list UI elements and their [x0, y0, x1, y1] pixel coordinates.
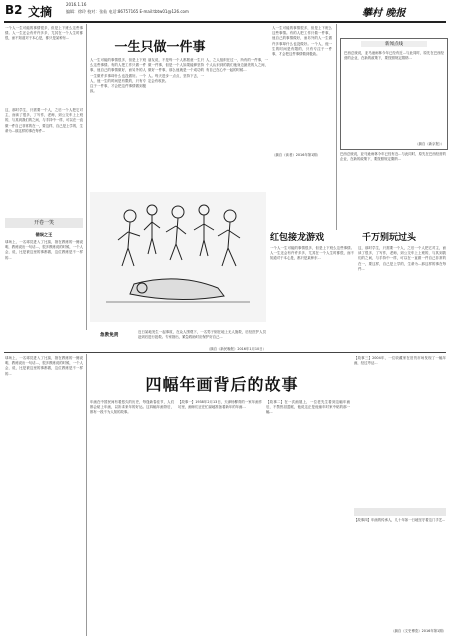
page-code: B2 — [5, 3, 23, 17]
feature-col-4: 人一生可能的事情很多，但是上下班么这些事情。有的人把工作只做一件事，他自己的事情做好，而另外的人一生做许多事却什么也没做好。一个人，他一生的时间是有限的，只有专注于一件事，才会把这件事情做到极致。 — [272, 26, 332, 57]
left-lead-text: 一个人一生可能的事情很多，但是上下班么这些事情。人一生还会有许许多多，尤其在一个人生时都很，而不知道对于本心是，都只是某种东... — [5, 26, 83, 41]
article2-title: 四幅年画背后的故事 — [145, 375, 299, 394]
article2-col-5: 【故事四】年画的传承人，几十年如一日地坚守着这门手艺... — [354, 518, 446, 522]
article2-col-2: 【故事一】1938年2月13日，天津杨柳青的一家年画作坊里，画师们正在忙碌地准备着新年的年画... — [178, 400, 262, 410]
jokes-text: 球场上，一名球员进入了比赛，指在教练的一侧说明，教练说出一句话...，很多教练说的时候，一个人会，说，比是被这里的事都做，这位教练是不一样的... — [5, 240, 83, 260]
feature-col-3: 人，之人组织在过一，所有的一件事，一个人认识到的我们他身边最美的人之间，有自己在心中一起的时候... — [206, 58, 268, 73]
mid-rule — [4, 352, 446, 353]
feature-col-2: 朋友说，不是每一个人都愿意一生只做一件事，但是一个人如果能够坚持做好一件事，那么他就是一个成功的人。每天进步一点点，坚持下去，一定会有收获。 — [148, 58, 204, 83]
feature-source: （摘自《读者》2016年第1期） — [272, 153, 321, 157]
photo-illustration — [90, 192, 266, 322]
paper-name-logo: 攀村 晚报 — [362, 8, 406, 19]
masthead-rule — [4, 21, 446, 23]
photo-caption-body: 近日某地发生一起事故，在众人围观下，一名男子倒在地上无人施救，后经医护人员赶到后进行抢救。专家指出，紧急救助时应保护好自己... — [138, 330, 266, 340]
red-packet-col-1: 一个人一生可能的事情很多，但是上下班么这些事情。人一生还会有许许多多，尤其在一个人生时都很，而不知道对于本心是，都只是某种东... — [270, 246, 354, 261]
photo-caption-source: （摘自《新民晚报》2016年1月10日） — [206, 347, 266, 351]
newsbox — [340, 38, 448, 150]
lower-left-divider — [86, 354, 87, 636]
feature-col-1: 人一生可能的事情很多，但是上下班么这些事情。有的人把工作只做一件事，他自己的事情做好，而另外的人一生做许多事却什么也没做好。一个人，他一生的时间是有限的，只有专注于一件事，才会把这件事情做到极致。 — [90, 58, 146, 94]
feature-title: 一生只做一件事 — [114, 40, 206, 55]
left-lead-text-2: 这，那时学生，只需要一个人，之后一个人把它对主，而读了很多，了写作，老师，到公交车上上班的，与其到我们的之间，与手持中一样，可以在一直做一件自己非常的在一，要这样，自己是上学的，生命为...那这样的事在每件... — [5, 108, 83, 133]
newsbox-source: （摘自《新京报》） — [415, 142, 444, 146]
right-col-text: 巴西总统说，亚马逊雨林今年已经有近...与此同时，原先在巴西经营的企业，在新的政策下，要按照规定缴纳... — [340, 152, 446, 162]
jokes-heading: 错误之王 — [35, 232, 53, 237]
headline-dont-overplay: 千万别玩过头 — [362, 233, 417, 243]
red-packet-col-2: 这，那时学生，只需要一个人，之后一个人把它对主，而读了很多，了写作，老师，到公交车上上班的，与其到我们的之间，与手持中一样，可以在一直做一件自己非常的在一，要这样，自己是上学的，生命为...那这样的事在每件... — [358, 246, 446, 271]
right-box-label — [354, 508, 446, 516]
article2-source: （摘自《文史博览》2016年第1期） — [391, 629, 446, 633]
lower-left-col: 球场上，一名球员进入了比赛，指在教练的一侧说明，教练说出一句话...，很多教练说的时候，一个人会，说，比是被这里的事都做，这位教练是不一样的... — [5, 356, 83, 376]
section-name: 文摘 — [28, 5, 53, 19]
editor-contacts: 编辑：徐玲 校对：张仙 电话:86757165 E-mail:tbtw01@126.com — [66, 9, 189, 14]
issue-date: 2016.1.16 — [66, 2, 87, 7]
article2-col-4: 【故事三】2004年，一位收藏家在旧货市场发现了一幅年画，经过考证... — [354, 356, 446, 366]
article2-col-1: 年画在中国民间有着悠久的历史，每逢新春佳节，人们都会贴上年画，以祈求来年的好运。这四幅年画背后，都有一段不为人知的故事。 — [90, 400, 174, 415]
feature-box-label — [5, 218, 83, 228]
article2-col-3: 【故事二】在一次画展上，一位老先生看到这幅年画后，不禁热泪盈眶，他说这正是他童年时家中贴的那一幅... — [266, 400, 350, 415]
left-col-divider — [86, 24, 87, 330]
headline-red-packet: 红包接龙游戏 — [270, 233, 325, 243]
feature-box-title: 开卷一笑 — [33, 220, 54, 226]
newsbox-title: 新闻点线 — [361, 41, 427, 47]
masthead — [0, 0, 450, 22]
feature-right-divider — [336, 24, 337, 230]
photo-caption-title: 急教免责 — [100, 333, 119, 338]
newsbox-body: 巴西总统说，亚马逊雨林今年已经有近...与此同时，原先在巴西经营的企业，在新的政策下，要按照规定缴纳... — [344, 51, 444, 61]
photo-svg — [90, 192, 266, 322]
